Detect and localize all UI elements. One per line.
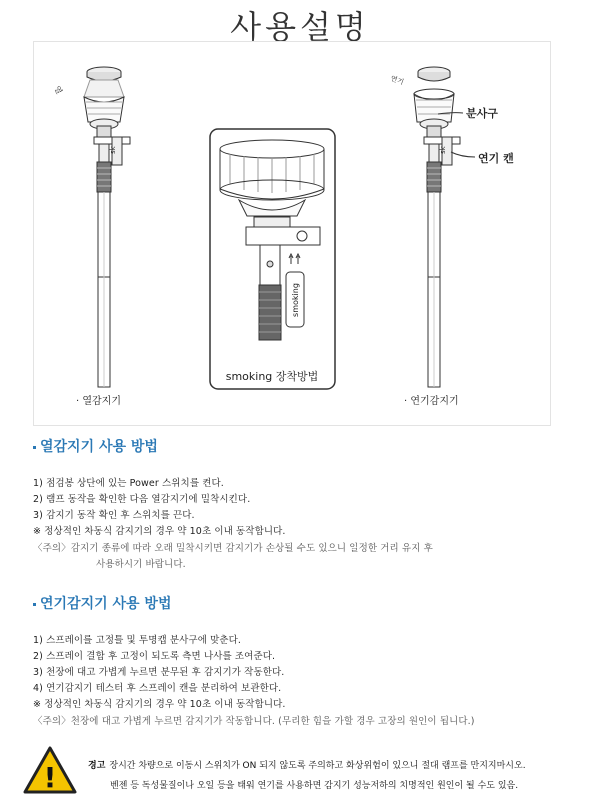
warning-line-1: 경고 장시간 차량으로 이동시 스위치가 ON 되지 않도록 주의하고 화상위험이 있으니 절대 램프를 만지지마시오.	[88, 761, 526, 771]
bullet-icon	[33, 446, 36, 449]
smoke-caption: · 연기감지기	[404, 396, 459, 407]
warning-icon	[22, 745, 78, 795]
can-label: 연기 캔	[478, 152, 514, 165]
heat-label: 열	[52, 84, 64, 96]
smoke-pole-tag: sk	[439, 146, 447, 154]
smoke-note: ※ 정상적인 차동식 감지기의 경우 약 10초 이내 동작합니다.	[33, 699, 286, 710]
warning-label: 경고	[88, 761, 106, 771]
smoke-step-1: 1) 스프레이를 고정틀 및 투명캡 분사구에 맞춘다.	[33, 635, 242, 646]
tester-illustration	[34, 42, 552, 427]
heat-caution: 〈주의〉감지기 종류에 따라 오래 밀착시키면 감지기가 손상될 수도 있으니 일정한 거리 유지 후	[33, 543, 433, 554]
heat-section-title: 열감지기 사용 방법	[33, 436, 158, 456]
page-title: 사용설명	[230, 8, 370, 46]
svg-text:!: !	[43, 761, 57, 794]
heat-step-2: 2) 램프 동작을 확인한 다음 열감지기에 밀착시킨다.	[33, 494, 251, 505]
bullet-icon	[33, 603, 36, 606]
smoke-step-3: 3) 천장에 대고 가볍게 누르면 분무된 후 감지기가 작동한다.	[33, 667, 285, 678]
sprayer-label: 분사구	[466, 107, 498, 120]
heat-caution-cont: 사용하시기 바랍니다.	[96, 559, 186, 570]
can-tag: smoking	[291, 283, 300, 317]
heat-pole-tag: sk	[109, 146, 117, 154]
heat-step-3: 3) 감지기 동작 확인 후 스위치를 끈다.	[33, 510, 195, 521]
smoke-step-4: 4) 연기감지기 테스터 후 스프레이 캔을 분리하여 보관한다.	[33, 683, 282, 694]
warning-line-2: 벤젠 등 독성물질이나 오일 등을 태워 연기를 사용하면 감지기 성능저하의 치명적인 원인이 될 수도 있음.	[110, 781, 519, 791]
heat-tester-drawing	[84, 67, 130, 387]
smoke-label: 연기	[389, 74, 405, 87]
smoke-caution: 〈주의〉천장에 대고 가볍게 누르면 감지기가 작동합니다. (무리한 힘을 가할 경우 고장의 원인이 됩니다.)	[33, 716, 475, 727]
heat-step-1: 1) 점검봉 상단에 있는 Power 스위치를 켠다.	[33, 478, 224, 489]
heat-note: ※ 정상적인 차동식 감지기의 경우 약 10초 이내 동작합니다.	[33, 526, 286, 537]
closeup-caption: smoking 장착방법	[225, 370, 319, 383]
illustration-panel	[33, 41, 551, 426]
heat-caption: · 열감지기	[76, 396, 121, 407]
smoke-section-title: 연기감지기 사용 방법	[33, 593, 171, 613]
smoke-step-2: 2) 스프레이 결합 후 고정이 되도록 측면 나사를 조여준다.	[33, 651, 276, 662]
